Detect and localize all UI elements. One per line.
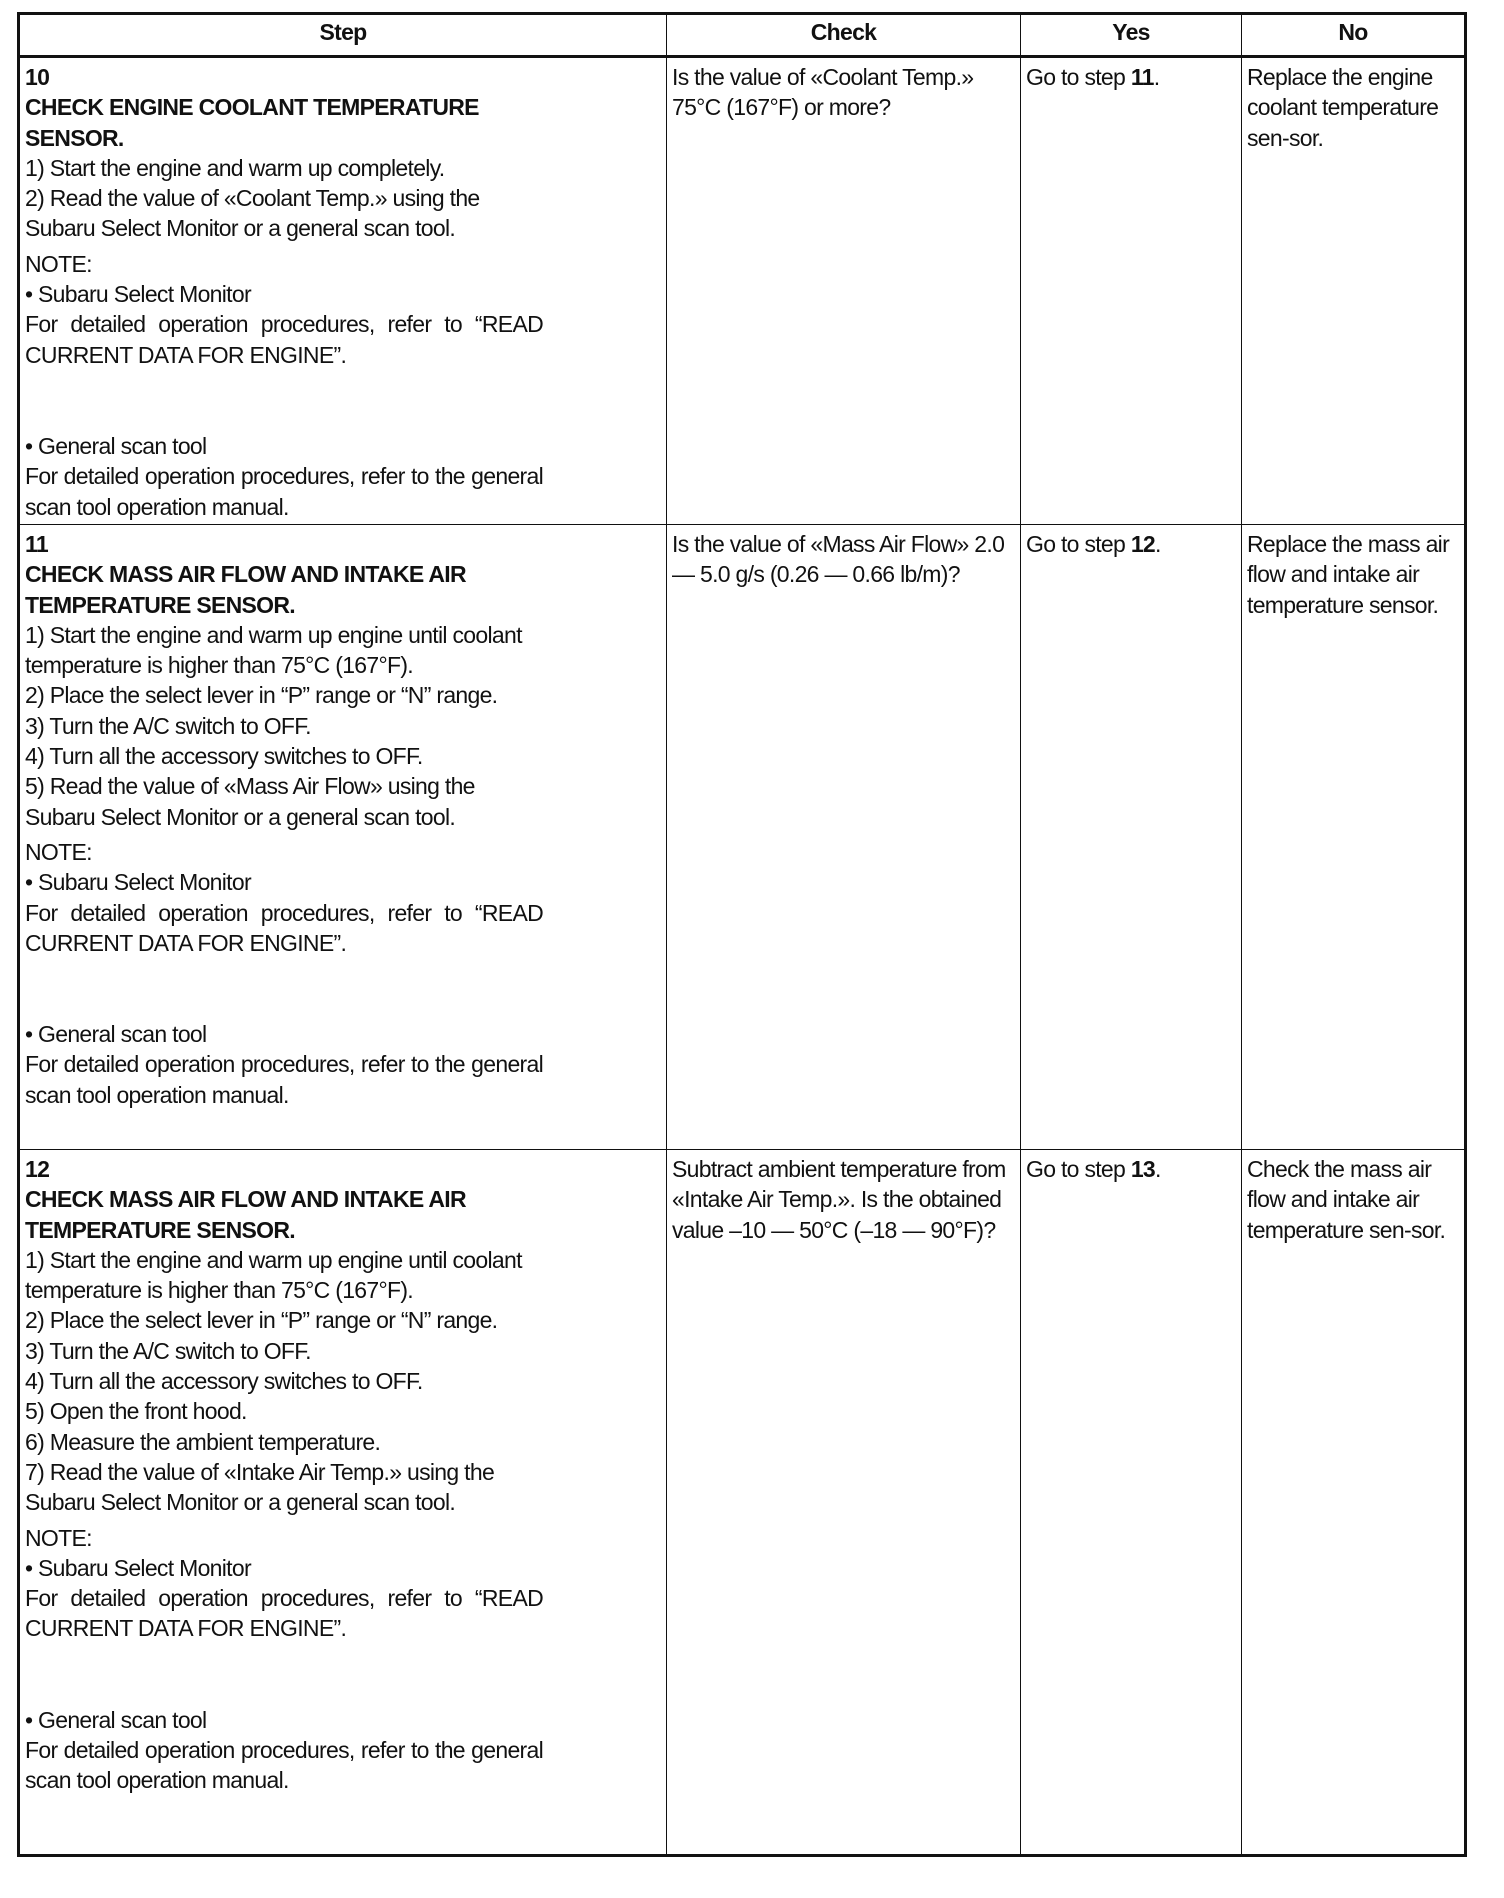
header-yes: Yes	[1021, 14, 1242, 57]
header-step: Step	[19, 14, 667, 57]
procedure-step: 4) Turn all the accessory switches to OFF.	[25, 1368, 423, 1395]
procedure-step: 6) Measure the ambient temperature.	[25, 1428, 381, 1455]
header-row	[19, 14, 1466, 57]
step-cell	[19, 57, 667, 525]
note-label: NOTE:	[25, 838, 92, 865]
procedure-step: 2) Place the select lever in “P” range or “N” range.	[25, 682, 498, 709]
procedure-step: 7) Read the value of «Intake Air Temp.» using the Subaru Select Monitor or a general scan tool.	[25, 1458, 495, 1516]
procedure-step: 5) Read the value of «Mass Air Flow» using the Subaru Select Monitor or a general scan tool.	[25, 773, 475, 830]
table-row	[19, 525, 1466, 1150]
step-title: CHECK MASS AIR FLOW AND INTAKE AIR TEMPERATURE SENSOR.	[25, 561, 466, 618]
yes-suffix: .	[1155, 531, 1161, 557]
no-cell: Replace the mass air flow and intake air temperature sensor.	[1242, 525, 1466, 1150]
procedure-step: 2) Place the select lever in “P” range or “N” range.	[25, 1307, 498, 1334]
step-number: 11	[25, 531, 48, 557]
note-bullet-select-monitor: • Subaru Select Monitor	[25, 869, 251, 896]
note-text-select-monitor: For detailed operation procedures, refer to “READ CURRENT DATA FOR ENGINE”.	[25, 311, 543, 368]
yes-suffix: .	[1155, 1156, 1161, 1182]
procedure-step: 1) Start the engine and warm up engine until coolant temperature is higher than 75°C (167°F).	[25, 621, 522, 679]
note-label: NOTE:	[25, 250, 92, 277]
step-number: 10	[25, 64, 50, 90]
note-text-select-monitor: For detailed operation procedures, refer to “READ CURRENT DATA FOR ENGINE”.	[25, 1585, 543, 1642]
note-bullet-scan-tool: • General scan tool	[25, 1021, 207, 1048]
note-text-scan-tool: For detailed operation procedures, refer to the general scan tool operation manual.	[25, 1737, 543, 1794]
no-cell: Check the mass air flow and intake air temperature sen-sor.	[1242, 1150, 1466, 1856]
diagnostic-table	[17, 12, 1467, 1857]
yes-prefix: Go to step	[1026, 531, 1131, 557]
header-no: No	[1242, 14, 1466, 57]
yes-prefix: Go to step	[1026, 1156, 1131, 1182]
table-row	[19, 57, 1466, 525]
procedure-step: 4) Turn all the accessory switches to OFF.	[25, 743, 423, 770]
procedure-step: 3) Turn the A/C switch to OFF.	[25, 712, 311, 739]
note-bullet-scan-tool: • General scan tool	[25, 432, 207, 459]
procedure-step: 3) Turn the A/C switch to OFF.	[25, 1337, 311, 1364]
no-cell: Replace the engine coolant temperature sen-sor.	[1242, 57, 1466, 525]
step-title: CHECK ENGINE COOLANT TEMPERATURE SENSOR.	[25, 94, 479, 151]
yes-suffix: .	[1153, 64, 1160, 90]
check-cell: Subtract ambient temperature from «Intake Air Temp.». Is the obtained value –10 — 50°C (–18 — 90°F)?	[667, 1150, 1021, 1856]
header-check: Check	[667, 14, 1021, 57]
step-number: 12	[25, 1156, 50, 1182]
step-cell	[19, 525, 667, 1150]
yes-cell	[1021, 57, 1242, 525]
step-title: CHECK MASS AIR FLOW AND INTAKE AIR TEMPERATURE SENSOR.	[25, 1186, 466, 1243]
yes-step-link: 13	[1130, 1156, 1155, 1182]
procedure-step: 1) Start the engine and warm up engine until coolant temperature is higher than 75°C (167°F).	[25, 1246, 522, 1304]
note-bullet-select-monitor: • Subaru Select Monitor	[25, 1554, 251, 1581]
procedure-step: 1) Start the engine and warm up completely.	[25, 154, 445, 181]
yes-step-link: 12	[1130, 531, 1155, 557]
check-cell: Is the value of «Mass Air Flow» 2.0 — 5.0 g/s (0.26 — 0.66 lb/m)?	[667, 525, 1021, 1150]
yes-cell	[1021, 1150, 1242, 1856]
note-label: NOTE:	[25, 1524, 92, 1551]
step-cell	[19, 1150, 667, 1856]
yes-cell	[1021, 525, 1242, 1150]
note-bullet-select-monitor: • Subaru Select Monitor	[25, 281, 251, 308]
check-cell: Is the value of «Coolant Temp.» 75°C (167°F) or more?	[667, 57, 1021, 525]
procedure-step: 2) Read the value of «Coolant Temp.» using the Subaru Select Monitor or a general scan tool.	[25, 185, 480, 242]
yes-step-link: 11	[1130, 64, 1154, 90]
note-text-select-monitor: For detailed operation procedures, refer to “READ CURRENT DATA FOR ENGINE”.	[25, 899, 543, 956]
note-text-scan-tool: For detailed operation procedures, refer to the general scan tool operation manual.	[25, 1051, 543, 1108]
procedure-step: 5) Open the front hood.	[25, 1398, 247, 1425]
table-row	[19, 1150, 1466, 1856]
note-bullet-scan-tool: • General scan tool	[25, 1706, 207, 1733]
note-text-scan-tool: For detailed operation procedures, refer to the general scan tool operation manual.	[25, 463, 543, 520]
yes-prefix: Go to step	[1026, 64, 1131, 90]
